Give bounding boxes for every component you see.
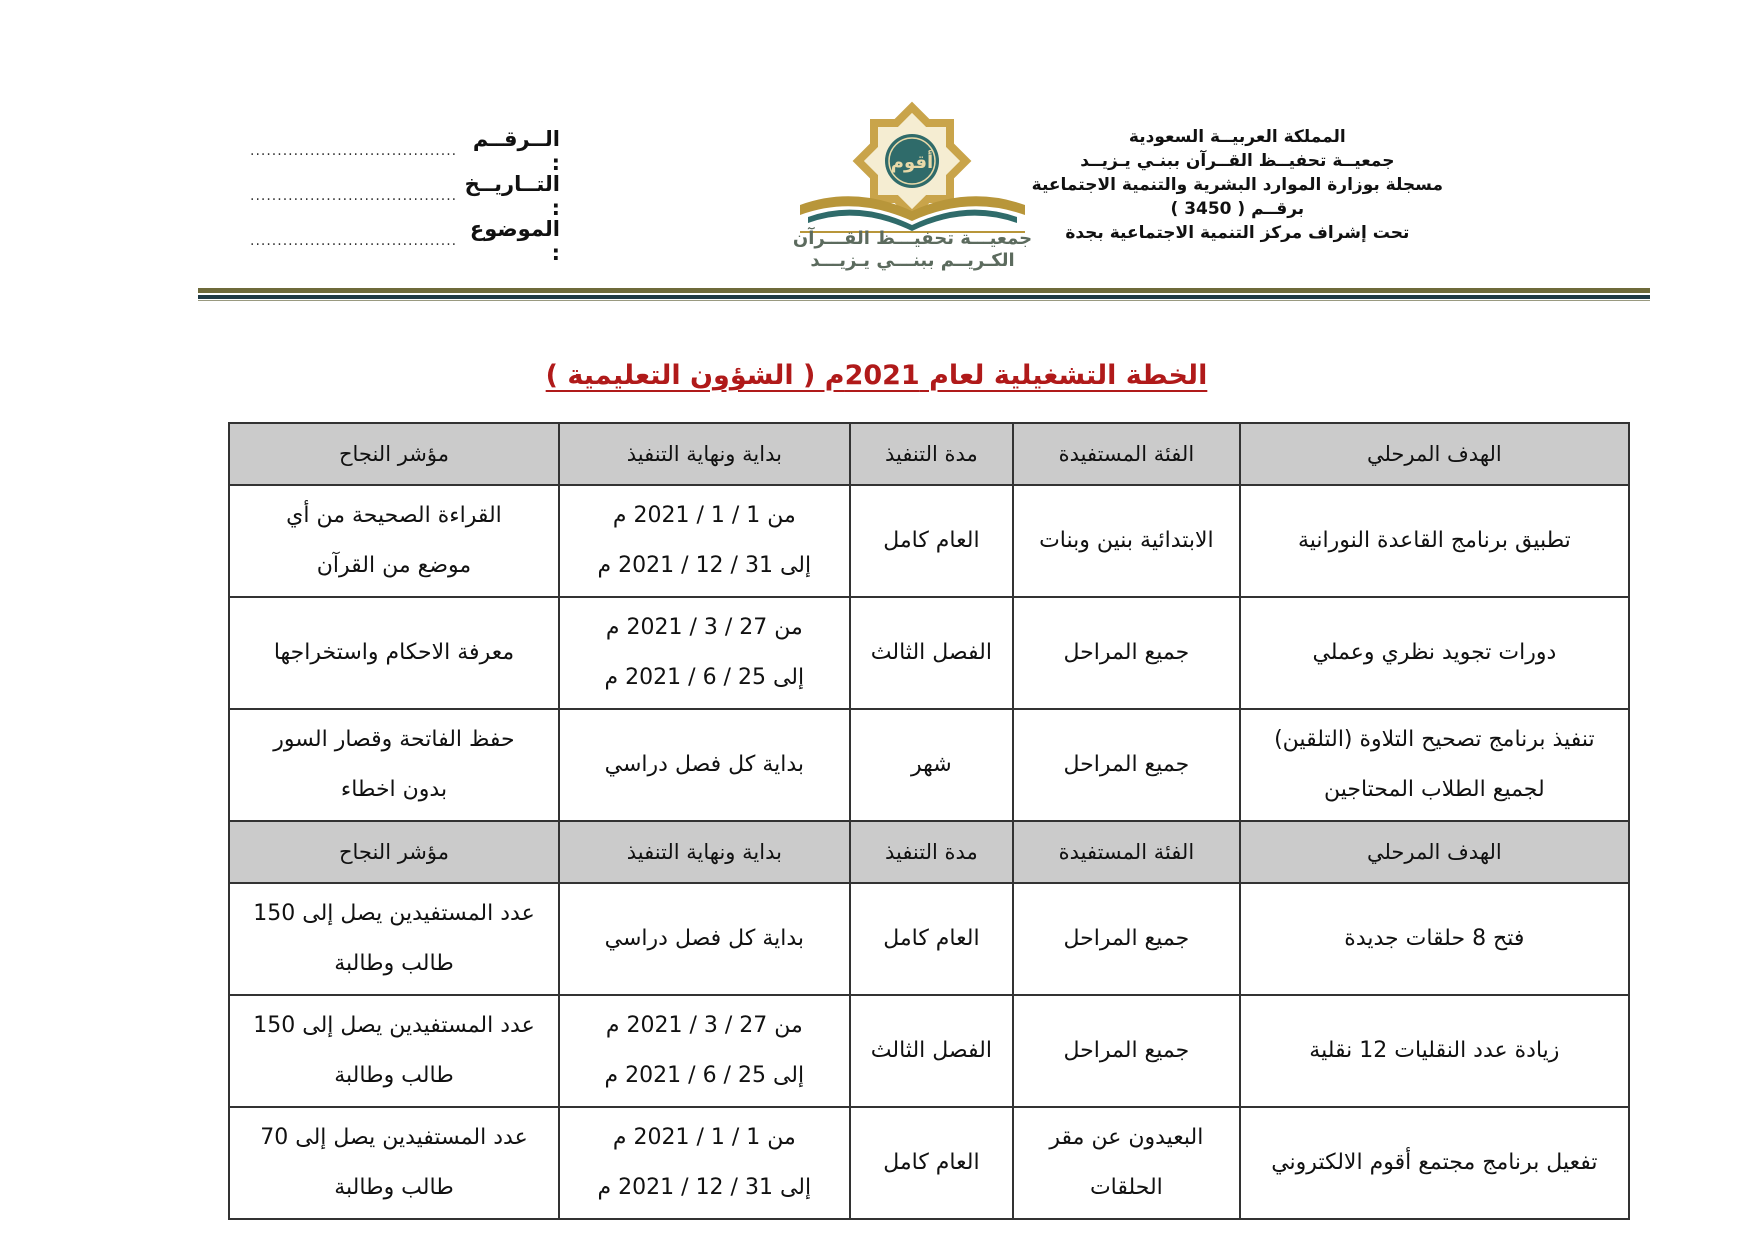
goal-cell: فتح 8 حلقات جديدة <box>1240 883 1629 995</box>
title-text: الخطة التشغيلية لعام 2021م ( الشؤون التعليمية ) <box>545 360 1208 391</box>
duration-cell: الفصل الثالث <box>850 995 1013 1107</box>
field-date <box>250 173 560 218</box>
goal-cell: تفعيل برنامج مجتمع أقوم الالكتروني <box>1240 1107 1629 1219</box>
period-cell <box>559 597 850 709</box>
goal-cell: دورات تجويد نظري وعملي <box>1240 597 1629 709</box>
org-line: مسجلة بوزارة الموارد البشرية والتنمية الاجتماعية <box>1031 175 1443 195</box>
goal-cell: زيادة عدد النقليات 12 نقلية <box>1240 995 1629 1107</box>
period-cell: بداية كل فصل دراسي <box>559 883 850 995</box>
header-divider <box>198 288 1650 293</box>
kpi-line: عدد المستفيدين يصل إلى 150 <box>253 1013 535 1038</box>
document-title <box>0 360 1753 391</box>
target-cell: الابتدائية بنين وبنات <box>1013 485 1240 597</box>
kpi-cell: معرفة الاحكام واستخراجها <box>229 597 559 709</box>
org-line: برقــم ( 3450 ) <box>1170 199 1305 219</box>
logo-caption-line: جمعيـــة تحفيـــظ القـــرآن <box>792 228 1033 249</box>
kpi-line: طالب وطالبة <box>334 1175 454 1200</box>
period-cell: بداية كل فصل دراسي <box>559 709 850 821</box>
kpi-line: القراءة الصحيحة من أي <box>286 503 502 528</box>
logo-caption-line: الكـريــم ببنـــي يـزيـــد <box>810 250 1015 271</box>
kpi-line: بدون اخطاء <box>340 777 448 802</box>
goal-line: تنفيذ برنامج تصحيح التلاوة (التلقين) <box>1274 727 1595 752</box>
header-divider <box>198 300 1650 301</box>
target-cell: جميع المراحل <box>1013 709 1240 821</box>
org-line: تحت إشراف مركز التنمية الاجتماعية بجدة <box>1065 223 1410 243</box>
header-cell: الفئة المستفيدة <box>1013 821 1240 883</box>
goal-line: لجميع الطلاب المحتاجين <box>1323 777 1545 802</box>
period-line: إلى 31 / 12 / 2021 م <box>597 553 812 578</box>
org-line: جمعيــة تحفيــظ القــرآن ببنـي يـزيــد <box>1080 151 1395 171</box>
target-cell: جميع المراحل <box>1013 597 1240 709</box>
duration-cell: العام كامل <box>850 1107 1013 1219</box>
kpi-cell <box>229 485 559 597</box>
header-cell: مؤشر النجاح <box>229 821 559 883</box>
field-dots: ...................................... <box>250 232 458 249</box>
table-row <box>229 485 1629 597</box>
period-line: إلى 31 / 12 / 2021 م <box>597 1175 812 1200</box>
kpi-cell <box>229 709 559 821</box>
header-cell: الهدف المرحلي <box>1240 423 1629 485</box>
table-row <box>229 709 1629 821</box>
field-number <box>250 128 560 173</box>
operational-plan-table <box>228 422 1630 1220</box>
field-dots: ...................................... <box>250 142 458 159</box>
field-label: الموضوع : <box>469 216 560 265</box>
period-line: من 27 / 3 / 2021 م <box>605 615 803 640</box>
period-line: من 1 / 1 / 2021 م <box>612 503 796 528</box>
table-header-row <box>229 423 1629 485</box>
table-row <box>229 1107 1629 1219</box>
reference-fields <box>250 128 560 263</box>
period-line: إلى 25 / 6 / 2021 م <box>604 1063 805 1088</box>
duration-cell: العام كامل <box>850 883 1013 995</box>
period-cell <box>559 1107 850 1219</box>
target-cell <box>1013 1107 1240 1219</box>
duration-cell: شهر <box>850 709 1013 821</box>
kpi-line: طالب وطالبة <box>334 951 454 976</box>
kpi-cell <box>229 883 559 995</box>
header-divider <box>198 295 1650 299</box>
kpi-line: عدد المستفيدين يصل إلى 70 <box>260 1125 528 1150</box>
header-cell: مدة التنفيذ <box>850 423 1013 485</box>
header-cell: بداية ونهاية التنفيذ <box>559 821 850 883</box>
target-line: الحلقات <box>1089 1175 1163 1200</box>
header-cell: الهدف المرحلي <box>1240 821 1629 883</box>
period-line: إلى 25 / 6 / 2021 م <box>604 665 805 690</box>
kpi-line: طالب وطالبة <box>334 1063 454 1088</box>
org-line: المملكة العربيــة السعودية <box>1128 127 1346 147</box>
table-row <box>229 995 1629 1107</box>
duration-cell: الفصل الثالث <box>850 597 1013 709</box>
field-dots: ...................................... <box>250 187 458 204</box>
goal-cell <box>1240 709 1629 821</box>
period-line: من 1 / 1 / 2021 م <box>612 1125 796 1150</box>
table-row <box>229 883 1629 995</box>
organization-header <box>1032 125 1443 245</box>
table-header-row <box>229 821 1629 883</box>
header-cell: بداية ونهاية التنفيذ <box>559 423 850 485</box>
logo-caption <box>780 228 1045 272</box>
duration-cell: العام كامل <box>850 485 1013 597</box>
header-cell: مؤشر النجاح <box>229 423 559 485</box>
goal-cell: تطبيق برنامج القاعدة النورانية <box>1240 485 1629 597</box>
kpi-cell <box>229 1107 559 1219</box>
table-row <box>229 597 1629 709</box>
target-cell: جميع المراحل <box>1013 883 1240 995</box>
kpi-line: موضع من القرآن <box>316 553 472 578</box>
kpi-line: عدد المستفيدين يصل إلى 150 <box>253 901 535 926</box>
period-cell <box>559 995 850 1107</box>
period-cell <box>559 485 850 597</box>
target-cell: جميع المراحل <box>1013 995 1240 1107</box>
header-cell: مدة التنفيذ <box>850 821 1013 883</box>
field-label: الــرقــم : <box>472 126 560 175</box>
kpi-cell <box>229 995 559 1107</box>
header-cell: الفئة المستفيدة <box>1013 423 1240 485</box>
period-line: من 27 / 3 / 2021 م <box>605 1013 803 1038</box>
field-label: التــاريــخ : <box>464 171 560 220</box>
logo-emblem-text: أقوم <box>890 152 934 173</box>
kpi-line: حفظ الفاتحة وقصار السور <box>273 727 515 752</box>
target-line: البعيدون عن مقر <box>1049 1125 1204 1150</box>
field-subject <box>250 218 560 263</box>
